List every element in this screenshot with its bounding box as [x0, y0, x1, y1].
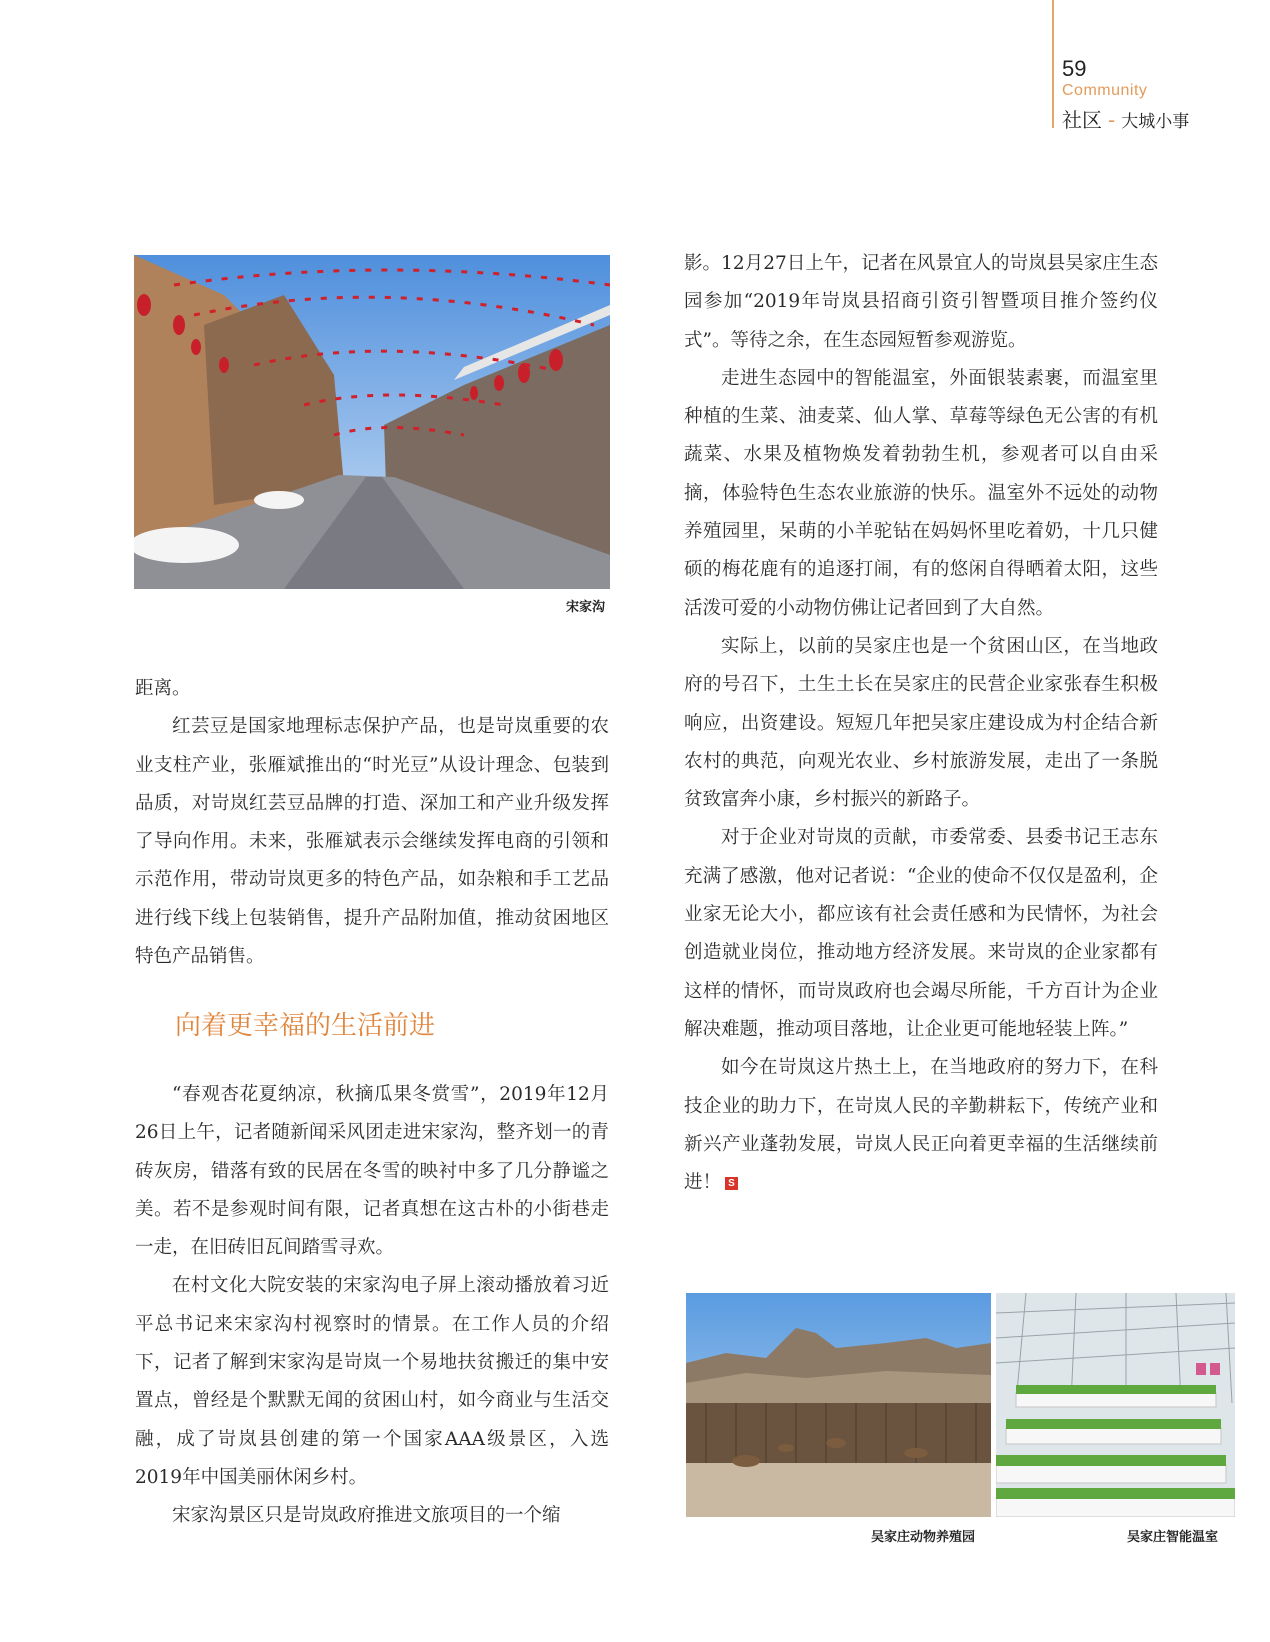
paragraph: 红芸豆是国家地理标志保护产品，也是岢岚重要的农业支柱产业，张雁斌推出的“时光豆”从设计理念、包装到品质，对岢岚红芸豆品牌的打造、深加工和产业升级发挥了导向作用。未来，张雁斌表示会继续发挥电商的引领和示范作用，带动岢岚更多的特色产品，如杂粮和手工艺品进行线下线上包装销售，提升产品附加值，推动贫困地区特色产品销售。 [135, 716, 609, 968]
caption-photo-2: 吴家庄动物养殖园 [871, 1530, 976, 1545]
section-title-en: Community [1062, 82, 1148, 99]
page-number: 59 [1062, 56, 1087, 81]
paragraph: “春观杏花夏纳凉，秋摘瓜果冬赏雪”，2019年12月26日上午，记者随新闻采风团走进宋家沟，整齐划一的青砖灰房，错落有致的民居在冬雪的映衬中多了几分静谧之美。若不是参观时间有限，记者真想在这古朴的小街巷走一走，在旧砖旧瓦间踏雪寻欢。 [135, 1084, 609, 1259]
caption-photo-3: 吴家庄智能温室 [1127, 1530, 1219, 1545]
end-mark-icon: S [725, 1177, 738, 1190]
header-rule [1052, 0, 1054, 128]
section-title-cn [1062, 104, 1189, 133]
caption-photo-1: 宋家沟 [566, 600, 606, 615]
paragraph: 影。12月27日上午，记者在风景宜人的岢岚县吴家庄生态园参加“2019年岢岚县招商引资引智暨项目推介签约仪式”。等待之余，在生态园短暂参观游览。 [684, 253, 1158, 351]
paragraph-text: 如今在岢岚这片热土上，在当地政府的努力下，在科技企业的助力下，在岢岚人民的辛勤耕耘下，传统产业和新兴产业蓬勃发展，岢岚人民正向着更幸福的生活继续前进！ [684, 1057, 1158, 1194]
subheading: 向着更幸福的生活前进 [175, 1011, 436, 1041]
section-separator: - [1108, 108, 1116, 132]
left-column-top [135, 670, 609, 976]
left-column-bottom [135, 1076, 609, 1536]
paragraph: 对于企业对岢岚的贡献，市委常委、县委书记王志东充满了感激，他对记者说：“企业的使命不仅仅是盈利，企业家无论大小，都应该有社会责任感和为民情怀，为社会创造就业岗位，推动地方经济发展。来岢岚的企业家都有这样的情怀，而岢岚政府也会竭尽所能，千方百计为企业解决难题，推动项目落地，让企业更可能地轻装上阵。” [684, 827, 1158, 1040]
subsection-name: 大城小事 [1121, 112, 1190, 132]
paragraph: 距离。 [135, 678, 191, 699]
photo-songjiagou-street [134, 255, 610, 589]
section-name: 社区 [1062, 108, 1102, 132]
paragraph [684, 1049, 1158, 1202]
paragraph: 走进生态园中的智能温室，外面银装素裹，而温室里种植的生菜、油麦菜、仙人掌、草莓等绿色无公害的有机蔬菜、水果及植物焕发着勃勃生机，参观者可以自由采摘，体验特色生态农业旅游的快乐。温室外不远处的动物养殖园里，呆萌的小羊驼钻在妈妈怀里吃着奶，十几只健硕的梅花鹿有的追逐打闹，有的悠闲自得晒着太阳，这些活泼可爱的小动物仿佛让记者回到了大自然。 [684, 367, 1158, 619]
paragraph: 在村文化大院安装的宋家沟电子屏上滚动播放着习近平总书记来宋家沟村视察时的情景。在工作人员的介绍下，记者了解到宋家沟是岢岚一个易地扶贫搬迁的集中安置点，曾经是个默默无闻的贫困山村，如今商业与生活交融，成了岢岚县创建的第一个国家AAA级景区，入选2019年中国美丽休闲乡村。 [135, 1275, 609, 1488]
right-column [684, 245, 1158, 1202]
paragraph: 实际上，以前的吴家庄也是一个贫困山区，在当地政府的号召下，土生土长在吴家庄的民营企业家张春生积极响应，出资建设。短短几年把吴家庄建设成为村企结合新农村的典范，向观光农业、乡村旅游发展，走出了一条脱贫致富奔小康，乡村振兴的新路子。 [684, 635, 1158, 811]
photo-greenhouse [996, 1293, 1235, 1517]
photo-animal-farm [686, 1293, 991, 1517]
paragraph: 宋家沟景区只是岢岚政府推进文旅项目的一个缩 [172, 1505, 561, 1527]
